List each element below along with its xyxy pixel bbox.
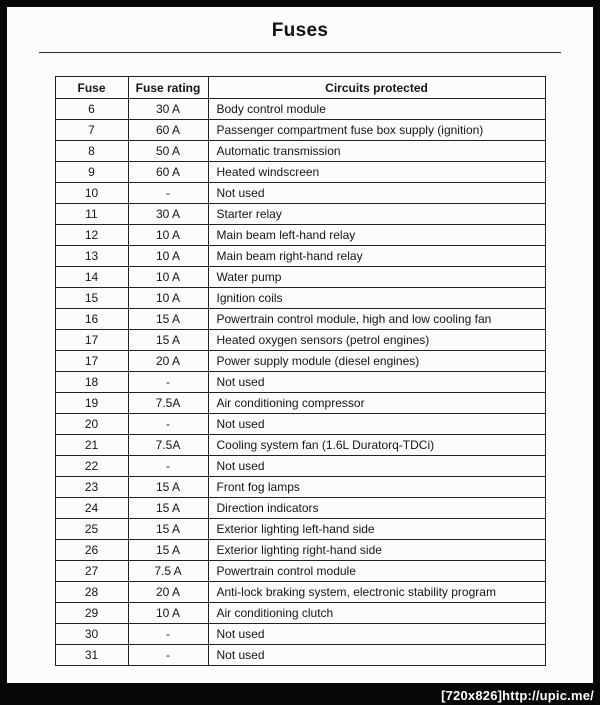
fuse-number-cell: 11 <box>55 204 128 225</box>
watermark: [720x826]http://upic.me/ <box>441 688 594 703</box>
fuse-rating-cell: 10 A <box>128 225 208 246</box>
circuit-cell: Direction indicators <box>208 498 545 519</box>
table-row <box>55 351 545 372</box>
fuse-number-cell: 29 <box>55 603 128 624</box>
table-row <box>55 372 545 393</box>
fuse-number-cell: 6 <box>55 99 128 120</box>
circuit-cell: Not used <box>208 624 545 645</box>
fuse-rating-cell: 15 A <box>128 540 208 561</box>
circuit-cell: Water pump <box>208 267 545 288</box>
fuse-number-cell: 22 <box>55 456 128 477</box>
table-row <box>55 540 545 561</box>
fuse-number-cell: 9 <box>55 162 128 183</box>
fuse-rating-cell: 7.5 A <box>128 561 208 582</box>
table-row <box>55 624 545 645</box>
fuse-rating-cell: 7.5A <box>128 435 208 456</box>
table-row <box>55 393 545 414</box>
circuit-cell: Ignition coils <box>208 288 545 309</box>
table-row <box>55 519 545 540</box>
manual-page <box>7 7 593 683</box>
circuit-cell: Powertrain control module <box>208 561 545 582</box>
circuit-cell: Not used <box>208 183 545 204</box>
circuit-cell: Air conditioning clutch <box>208 603 545 624</box>
fuse-rating-cell: 15 A <box>128 519 208 540</box>
fuse-number-cell: 13 <box>55 246 128 267</box>
table-row <box>55 141 545 162</box>
table-row <box>55 330 545 351</box>
fuse-number-cell: 12 <box>55 225 128 246</box>
fuse-number-cell: 14 <box>55 267 128 288</box>
table-row <box>55 477 545 498</box>
fuse-number-cell: 8 <box>55 141 128 162</box>
fuse-number-cell: 10 <box>55 183 128 204</box>
table-row <box>55 267 545 288</box>
fuse-table <box>55 76 546 666</box>
circuit-cell: Body control module <box>208 99 545 120</box>
fuse-number-cell: 17 <box>55 330 128 351</box>
fuse-number-cell: 31 <box>55 645 128 666</box>
table-row <box>55 582 545 603</box>
circuit-cell: Not used <box>208 414 545 435</box>
fuse-rating-cell: - <box>128 372 208 393</box>
table-row <box>55 225 545 246</box>
circuit-cell: Air conditioning compressor <box>208 393 545 414</box>
fuse-rating-cell: 10 A <box>128 603 208 624</box>
fuse-rating-cell: 7.5A <box>128 393 208 414</box>
fuse-number-cell: 25 <box>55 519 128 540</box>
fuse-rating-cell: - <box>128 456 208 477</box>
fuse-number-cell: 24 <box>55 498 128 519</box>
circuit-cell: Front fog lamps <box>208 477 545 498</box>
circuit-cell: Cooling system fan (1.6L Duratorq-TDCi) <box>208 435 545 456</box>
table-row <box>55 204 545 225</box>
column-header-fuse: Fuse <box>55 77 128 99</box>
table-row <box>55 246 545 267</box>
fuse-number-cell: 23 <box>55 477 128 498</box>
table-row <box>55 120 545 141</box>
page-title: Fuses <box>271 20 329 41</box>
circuit-cell: Not used <box>208 372 545 393</box>
fuse-rating-cell: 30 A <box>128 204 208 225</box>
circuit-cell: Power supply module (diesel engines) <box>208 351 545 372</box>
column-header-rating: Fuse rating <box>128 77 208 99</box>
fuse-rating-cell: 60 A <box>128 120 208 141</box>
table-row <box>55 162 545 183</box>
circuit-cell: Main beam left-hand relay <box>208 225 545 246</box>
circuit-cell: Exterior lighting right-hand side <box>208 540 545 561</box>
fuse-number-cell: 26 <box>55 540 128 561</box>
fuse-number-cell: 27 <box>55 561 128 582</box>
fuse-number-cell: 28 <box>55 582 128 603</box>
circuit-cell: Exterior lighting left-hand side <box>208 519 545 540</box>
table-row <box>55 561 545 582</box>
fuse-rating-cell: 60 A <box>128 162 208 183</box>
fuse-rating-cell: 10 A <box>128 246 208 267</box>
table-row <box>55 645 545 666</box>
fuse-number-cell: 17 <box>55 351 128 372</box>
fuse-rating-cell: 10 A <box>128 288 208 309</box>
fuse-rating-cell: - <box>128 183 208 204</box>
fuse-rating-cell: 50 A <box>128 141 208 162</box>
table-row <box>55 603 545 624</box>
circuit-cell: Anti-lock braking system, electronic stability program <box>208 582 545 603</box>
fuse-rating-cell: - <box>128 624 208 645</box>
table-row <box>55 414 545 435</box>
circuit-cell: Powertrain control module, high and low cooling fan <box>208 309 545 330</box>
fuse-rating-cell: 15 A <box>128 477 208 498</box>
circuit-cell: Passenger compartment fuse box supply (ignition) <box>208 120 545 141</box>
fuse-number-cell: 18 <box>55 372 128 393</box>
circuit-cell: Not used <box>208 456 545 477</box>
fuse-number-cell: 21 <box>55 435 128 456</box>
fuse-rating-cell: 20 A <box>128 351 208 372</box>
fuse-rating-cell: 15 A <box>128 498 208 519</box>
table-row <box>55 435 545 456</box>
fuse-rating-cell: 30 A <box>128 99 208 120</box>
circuit-cell: Not used <box>208 645 545 666</box>
table-row <box>55 99 545 120</box>
header-row <box>55 77 545 99</box>
circuit-cell: Automatic transmission <box>208 141 545 162</box>
fuse-rating-cell: 10 A <box>128 267 208 288</box>
table-row <box>55 183 545 204</box>
fuse-number-cell: 30 <box>55 624 128 645</box>
fuse-rating-cell: - <box>128 414 208 435</box>
fuse-table-body <box>55 99 545 666</box>
fuse-rating-cell: 15 A <box>128 330 208 351</box>
fuse-rating-cell: 20 A <box>128 582 208 603</box>
fuse-rating-cell: 15 A <box>128 309 208 330</box>
circuit-cell: Heated windscreen <box>208 162 545 183</box>
fuse-number-cell: 19 <box>55 393 128 414</box>
fuse-rating-cell: - <box>128 645 208 666</box>
table-row <box>55 498 545 519</box>
column-header-circuits: Circuits protected <box>208 77 545 99</box>
fuse-number-cell: 15 <box>55 288 128 309</box>
circuit-cell: Starter relay <box>208 204 545 225</box>
table-row <box>55 309 545 330</box>
table-row <box>55 288 545 309</box>
circuit-cell: Heated oxygen sensors (petrol engines) <box>208 330 545 351</box>
fuse-number-cell: 16 <box>55 309 128 330</box>
fuse-number-cell: 7 <box>55 120 128 141</box>
circuit-cell: Main beam right-hand relay <box>208 246 545 267</box>
fuse-table-header <box>55 77 545 99</box>
fuse-number-cell: 20 <box>55 414 128 435</box>
table-row <box>55 456 545 477</box>
title-divider <box>39 52 561 53</box>
